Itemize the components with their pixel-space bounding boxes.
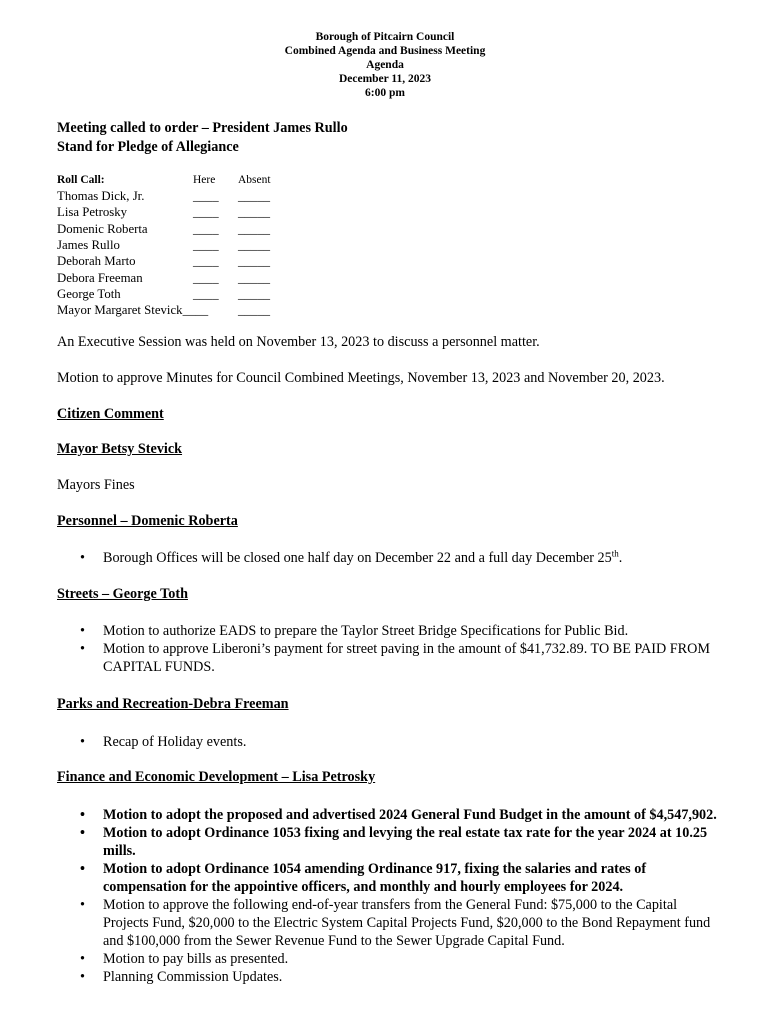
roll-row	[57, 253, 317, 269]
roll-call-header	[57, 172, 317, 188]
streets-list	[57, 622, 717, 676]
header-line-agenda: Agenda	[366, 59, 404, 71]
roll-row	[57, 237, 317, 253]
roll-row	[57, 270, 317, 286]
roll-row	[57, 188, 317, 204]
member-name: Mayor Margaret Stevick____	[57, 303, 209, 318]
personnel-heading: Personnel – Domenic Roberta	[57, 513, 238, 529]
roll-call	[57, 172, 317, 322]
list-item: • Motion to adopt the proposed and advertised 2024 General Fund Budget in the amount of $4,547,902.	[57, 806, 717, 824]
absent-column-label: Absent	[238, 174, 271, 186]
list-item: • Planning Commission Updates.	[57, 968, 717, 986]
member-name: Domenic Roberta	[57, 221, 148, 236]
absent-blank: _____	[238, 254, 270, 269]
roll-call-label: Roll Call:	[57, 174, 105, 186]
item-text: Borough Offices will be closed one half day on December 22 and a full day December 25	[103, 550, 612, 566]
header-line-time: 6:00 pm	[365, 87, 405, 99]
list-item: • Motion to approve the following end-of-year transfers from the General Fund: $75,000 to the Capital Projects Fund, $20,000 to the Electric System Capital Projects Fund, $20,000 to the Bond Repayment fund and $100,000 from the Sewer Revenue Fund to the Sewer Upgrade Capital Fund.	[57, 896, 717, 950]
finance-heading: Finance and Economic Development – Lisa Petrosky	[57, 769, 376, 785]
roll-row	[57, 204, 317, 220]
member-name: Thomas Dick, Jr.	[57, 189, 145, 203]
list-item: • Motion to adopt Ordinance 1053 fixing and levying the real estate tax rate for the year 2024 at 10.25 mills.	[57, 824, 717, 860]
pledge-line: Stand for Pledge of Allegiance	[57, 139, 239, 155]
roll-row	[57, 221, 317, 237]
finance-list	[57, 806, 717, 986]
here-blank: ____	[193, 189, 219, 203]
superscript: th	[611, 548, 619, 559]
absent-blank: _____	[238, 270, 270, 285]
here-column-label: Here	[193, 174, 216, 186]
header-line-date: December 11, 2023	[338, 73, 432, 85]
parks-heading: Parks and Recreation-Debra Freeman	[57, 696, 289, 712]
item-end: .	[618, 550, 623, 566]
mayor-heading: Mayor Betsy Stevick	[57, 441, 183, 457]
roll-row	[57, 302, 317, 318]
document-header	[0, 30, 770, 100]
streets-heading: Streets – George Toth	[57, 586, 188, 602]
member-name: Deborah Marto	[57, 254, 136, 269]
here-blank: ____	[193, 221, 219, 236]
parks-list	[57, 733, 717, 751]
absent-blank: _____	[238, 221, 270, 236]
here-blank: ____	[193, 205, 219, 220]
absent-blank: _____	[238, 189, 270, 203]
list-item: • Motion to pay bills as presented.	[57, 950, 717, 968]
absent-blank: _____	[238, 286, 270, 301]
here-blank: ____	[193, 254, 219, 269]
citizen-comment-heading: Citizen Comment	[57, 406, 164, 422]
member-name: George Toth	[57, 286, 121, 301]
member-name: Debora Freeman	[57, 270, 143, 285]
list-item: • Motion to authorize EADS to prepare the Taylor Street Bridge Specifications for Public Bid.	[57, 622, 717, 640]
roll-row	[57, 286, 317, 302]
header-line-meeting: Combined Agenda and Business Meeting	[284, 45, 486, 57]
absent-blank: _____	[238, 237, 270, 252]
list-item: • Motion to adopt Ordinance 1054 amending Ordinance 917, fixing the salaries and rates of compensation for the appointive officers, and monthly and hourly employees for 2024.	[57, 860, 717, 896]
executive-session-note: An Executive Session was held on November 13, 2023 to discuss a personnel matter.	[57, 334, 540, 350]
list-item	[57, 549, 737, 567]
header-line-borough: Borough of Pitcairn Council	[315, 31, 455, 43]
call-to-order: Meeting called to order – President James Rullo	[57, 120, 348, 136]
personnel-list	[57, 549, 737, 567]
mayors-fines: Mayors Fines	[57, 477, 135, 493]
member-name: James Rullo	[57, 237, 120, 252]
list-item: • Recap of Holiday events.	[57, 733, 717, 751]
here-blank: ____	[193, 270, 219, 285]
absent-blank: _____	[238, 205, 270, 220]
here-blank: ____	[193, 237, 219, 252]
minutes-motion: Motion to approve Minutes for Council Combined Meetings, November 13, 2023 and November 20, 2023.	[57, 370, 665, 386]
here-blank: ____	[193, 286, 219, 301]
member-name: Lisa Petrosky	[57, 205, 128, 220]
absent-blank: _____	[238, 303, 270, 318]
list-item: • Motion to approve Liberoni’s payment for street paving in the amount of $41,732.89. TO BE PAID FROM CAPITAL FUNDS.	[57, 640, 717, 676]
